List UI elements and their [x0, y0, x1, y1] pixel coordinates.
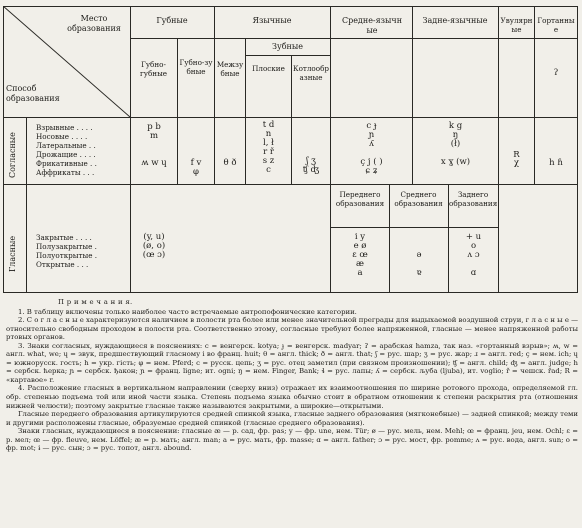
consonants-section-label: Согласные: [8, 132, 17, 178]
cell-flat-trill: r ř: [263, 147, 274, 157]
vowel-mid-header: Среднего образования: [394, 190, 443, 208]
cell-flat-lateral: l, ł: [263, 138, 274, 148]
row-nasal: Носовые . . . .: [36, 132, 88, 141]
cell-middle-affricate: ɕ ʑ: [365, 166, 378, 176]
cell-back-plosive: k g: [448, 121, 463, 131]
col-round: Котлообразные: [293, 64, 330, 82]
cell-bilabial-nasal: m: [149, 131, 159, 141]
col-bilabial: Губно-губные: [139, 60, 168, 78]
col-divider-3: [214, 6, 215, 184]
cell-back-nasal: ŋ: [452, 130, 459, 140]
col-labiodental: Губно-зубные: [179, 58, 213, 76]
cell-laryngeal-stop: ʔ: [553, 68, 559, 78]
cell-back-fricative: x ɣ (w): [440, 157, 471, 167]
subheader-rule: [130, 38, 578, 39]
cell-middle-lateral: ʎ: [369, 139, 374, 149]
col-flat: Плоские: [252, 64, 285, 73]
cell-vowel-back-3: ʌ ɔ: [467, 250, 480, 260]
cell-vowel-labial-close-mid: (ø, o): [142, 241, 166, 251]
row-close-mid: Полузакрытые .: [36, 242, 97, 251]
col-divider-8: [498, 6, 499, 292]
note-paragraph: Гласные переднего образования артикулируются средней спинкой языка, гласные заднего образования (мягконебные) — задней спинкой; между теми и другими расположены гласные, образуемые средней спинкой (гласные среднего образования).: [6, 410, 578, 427]
row-open: Открытые . . .: [36, 260, 89, 269]
cell-uvular-trill: R: [513, 150, 520, 160]
cell-middle-nasal: ɲ: [368, 130, 375, 140]
col-lingual: Язычные: [252, 16, 292, 25]
col-labial: Губные: [156, 16, 188, 25]
cell-back-lateral: (ł): [450, 139, 461, 149]
cell-round-affricate: ʧ ʤ: [302, 165, 320, 175]
note-paragraph: Знаки гласных, нуждающиеся в пояснении: гласные æ — р. сад, фр. pas; y — фр. une, нем. Tür; ø — рус. мель, нем. Mehl; œ = франц. jeu, нем. Ochl; ɛ = р. мел; œ — фр. fleuve, нем. Löffel; æ = р. мать; англ. man; a = рус. мать, фр. masse; ɑ = англ. father; ɔ = рус. мост, фр. pomme; ʌ = рус. вода, англ. sun; o = фр. mot; ɨ — рус. сын; ɔ = рус. топот, англ. abound.: [6, 427, 578, 453]
row-close: Закрытые . . . .: [36, 233, 92, 242]
col-laryngeal: Гортанные: [537, 16, 575, 34]
cell-bilabial-fricative: ʍ w ɥ: [141, 158, 167, 168]
cell-vowel-front-3: ɛ œ: [352, 250, 368, 260]
cell-uvular-fricative: χ: [513, 158, 520, 168]
cell-vowel-front-5: a: [357, 268, 363, 278]
col-divider-9: [534, 6, 535, 184]
vowel-header-rule: [330, 227, 498, 228]
cell-vowel-back-4: ɑ: [470, 268, 477, 278]
cell-flat-affricate: c: [266, 165, 271, 175]
row-lateral: Латеральные . .: [36, 141, 96, 150]
vowels-section-label: Гласные: [8, 235, 17, 272]
side-label-divider: [26, 117, 27, 292]
cell-vowel-front-2: e ø: [353, 241, 367, 251]
col-dental: Зубные: [272, 42, 303, 51]
cell-vowel-back-1: + u: [465, 232, 482, 242]
cell-round-fricative: ʃ ʒ: [306, 156, 316, 166]
cell-vowel-mid-1: ə: [416, 250, 422, 260]
note-paragraph: 2. С о г л а с н ы е характеризуются наличием в полости рта более или менее значительной преграды для выдыхаемой воздушной струи, г л а с н ы е — относительно свободным проходом в полости рта. Соответственно этому, согласные требуют более напряженной, гласные — менее напряженной работы ртовых органов.: [6, 316, 578, 342]
col-interdental: Межзубные: [216, 60, 244, 78]
col-middle: Средне-язычные: [341, 16, 403, 35]
note-paragraph: 1. В таблицу включены только наиболее часто встречаемые антропофонические категории.: [18, 307, 357, 316]
note-paragraph: 3. Знаки согласных, нуждающиеся в пояснениях: c = венгерск. kotya; ɟ = венгерск. madyar; ʔ = арабская hamza, так наз. «гортанный взрыв»; ʍ, w = англ. what, we; ɥ = звук, предшествующий гласному i во франц. huit; θ = англ. thick; ð = англ. that; ʃ = рус. шар; ʒ = рус. жар; ɹ = англ. red; ç = нем. ich; ɥ = южнорусск. гость; h = укр. гість; φ = нем. Pferd; c = русск. цепь; ʒ = рус. отец заметил (при связном произношении); ʧ = англ. child; ʤ = англ. judge; h = сербск. ћерка; ɲ = сербск. ђакон; ɲ = франц. ligne; ит. ogni; ŋ = нем. Finger, Bank; ɬ = рус. лапы; ʎ = сербск. љуба (ljuba), ит. voglio; ř = чешск. řad; R = «картавое» r.: [6, 341, 578, 384]
note-paragraph: 4. Расположение гласных в вертикальном направлении (сверху вниз) отражает их взаимоотношения по ширине ротового прохода, определяемой гл. обр. степенью подъема той или иной части языка. Степень подъема языка обычно стоит в обратном отношении к степени раскрытия рта (отношения нижней челюсти); поэтому закрытые гласные также называются закрытыми, а широкие—открытыми.: [6, 384, 578, 410]
col-back: Задне-язычные: [422, 16, 488, 25]
cell-vowel-labial-close: (y, u): [143, 232, 165, 242]
cell-labiodental-affricate: φ: [193, 167, 199, 177]
col-uvular: Увулярные: [500, 16, 533, 34]
row-plosive: Взрывные . . . .: [36, 123, 93, 132]
row-trill: Дрожащие . . . .: [36, 150, 96, 159]
cell-vowel-back-2: o: [470, 241, 477, 251]
notes-title: П р и м е ч а н и я.: [58, 298, 133, 306]
row-fricative: Фрикативные . .: [36, 159, 97, 168]
row-affricate: Аффрикаты . . .: [36, 168, 95, 177]
cell-vowel-front-4: æ: [356, 259, 364, 269]
table-bottom-border: [3, 292, 578, 293]
right-border: [577, 6, 578, 292]
cell-vowel-front-1: i y: [354, 232, 366, 242]
cell-middle-plosive: c ɟ: [366, 121, 377, 131]
cell-labiodental-fricative: f v: [190, 158, 202, 168]
row-open-mid: Полуоткрытые .: [36, 251, 98, 260]
vowel-back-header: Заднего образования: [449, 190, 498, 208]
vowel-front-header: Переднего образования: [335, 190, 385, 208]
cell-flat-nasal: n: [265, 129, 272, 139]
corner-manner-label: Способ образования: [6, 84, 60, 103]
consonants-bottom-rule: [3, 184, 578, 185]
cell-flat-plosive: t d: [262, 120, 275, 130]
cell-bilabial-plosive: p b: [147, 122, 161, 132]
dental-subheader-rule: [245, 55, 330, 56]
cell-middle-fricative: ç j ( ): [360, 157, 383, 167]
cell-vowel-mid-2: ɐ: [416, 268, 422, 278]
cell-interdental-fricative: θ ð: [223, 158, 237, 168]
cell-laryngeal-fricative: h ɦ: [549, 158, 563, 168]
notes-section: [6, 298, 578, 453]
cell-vowel-labial-open-mid: (œ ɔ): [142, 250, 166, 260]
cell-flat-fricative: s z: [262, 156, 275, 166]
corner-place-label: Место образования: [67, 14, 121, 33]
